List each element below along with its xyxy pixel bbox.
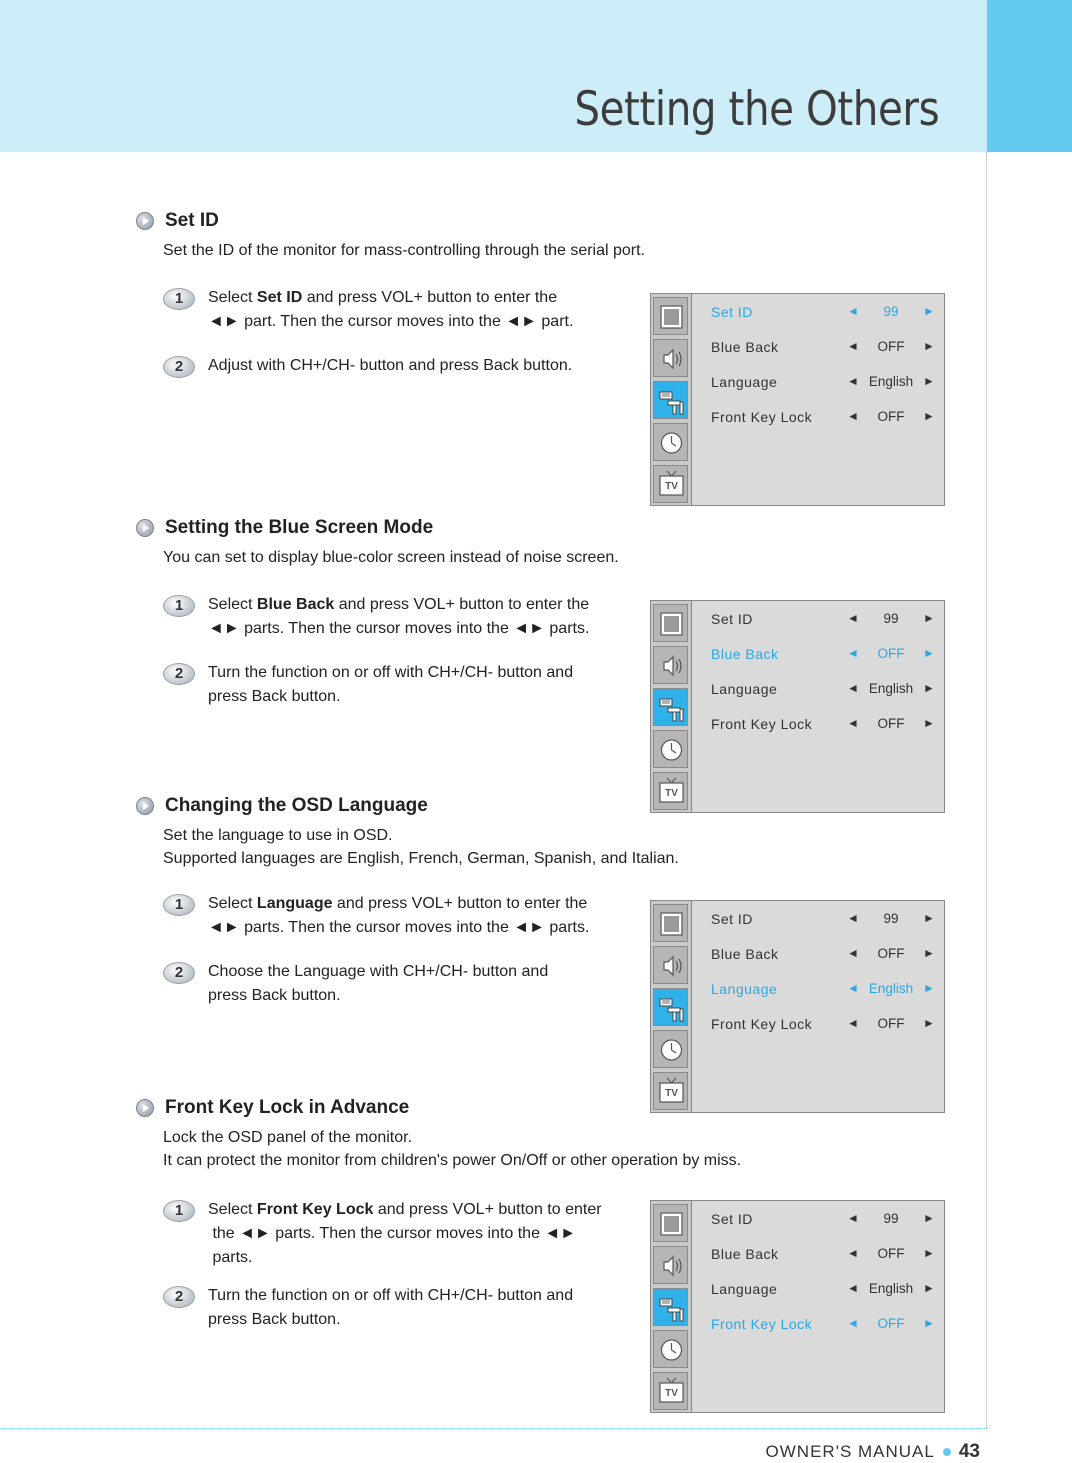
- osd-menu-row: [711, 1246, 936, 1266]
- osd-row-value: 99: [883, 611, 899, 626]
- step-text: [208, 661, 608, 709]
- step-text-run: Select: [208, 1201, 257, 1218]
- tv-icon-label: TV: [665, 1388, 678, 1399]
- osd-menu-screenshot: [650, 600, 945, 813]
- step-text-run: press Back button.: [208, 1311, 341, 1328]
- page-number: 43: [958, 1441, 980, 1462]
- osd-menu-screenshot: [650, 293, 945, 506]
- menu-item-name: Blue Back: [256, 596, 335, 613]
- left-arrow-icon: ◄: [847, 409, 860, 423]
- step-line: [208, 286, 608, 310]
- left-arrow-icon: ◄: [847, 339, 860, 353]
- step-text-run: parts.: [208, 1249, 253, 1266]
- osd-icon-bar: [651, 901, 692, 1112]
- right-arrow-icon: ►: [923, 911, 936, 925]
- osd-row-label: Blue Back: [711, 946, 779, 962]
- osd-menu-row: [711, 339, 936, 359]
- step-text: [208, 892, 608, 940]
- section-header: [136, 795, 428, 817]
- osd-row-label: Front Key Lock: [711, 716, 813, 732]
- section-title: Front Key Lock in Advance: [165, 1097, 410, 1118]
- osd-menu-row: [711, 716, 936, 736]
- step-line: [208, 984, 608, 1008]
- section-header: [136, 1097, 409, 1119]
- clock-icon: [653, 423, 688, 461]
- osd-row-label: Blue Back: [711, 339, 779, 355]
- left-arrow-icon: ◄: [847, 981, 860, 995]
- menu-item-name: Set ID: [256, 289, 303, 306]
- osd-row-value: OFF: [877, 716, 905, 731]
- picture-icon: [653, 1204, 688, 1242]
- right-divider: [986, 152, 987, 1428]
- osd-menu-row: [711, 1211, 936, 1231]
- osd-row-label: Front Key Lock: [711, 1316, 813, 1332]
- step-text: [208, 354, 608, 378]
- osd-row-label: Language: [711, 681, 778, 697]
- osd-row-value: OFF: [877, 1016, 905, 1031]
- step-number-badge: 1: [163, 288, 195, 310]
- right-arrow-icon: ►: [923, 1246, 936, 1260]
- step-line: [208, 617, 608, 641]
- left-arrow-icon: ◄: [847, 646, 860, 660]
- step-text-run: and press VOL+ button to enter the: [302, 289, 558, 306]
- section-description: [163, 239, 645, 262]
- step-text-run: Choose the Language with CH+/CH- button and: [208, 963, 549, 980]
- osd-row-value: English: [868, 1281, 914, 1296]
- tv-icon: [653, 1072, 688, 1110]
- osd-icon-bar: [651, 1201, 692, 1412]
- osd-menu-row: [711, 611, 936, 631]
- step-text-run: ◄► parts. Then the cursor moves into the ◄► parts.: [208, 620, 590, 637]
- setup-tools-icon: [653, 688, 688, 726]
- step-text-run: and press VOL+ button to enter the: [334, 596, 590, 613]
- osd-row-label: Front Key Lock: [711, 409, 813, 425]
- osd-menu-row: [711, 304, 936, 324]
- header-tab: [987, 0, 1072, 152]
- osd-row-value: OFF: [877, 409, 905, 424]
- step-number-badge: 2: [163, 356, 195, 378]
- osd-row-label: Set ID: [711, 911, 753, 927]
- osd-row-label: Set ID: [711, 611, 753, 627]
- clock-icon: [653, 1330, 688, 1368]
- left-arrow-icon: ◄: [847, 611, 860, 625]
- footer: [766, 1441, 980, 1463]
- tv-icon: [653, 1372, 688, 1410]
- left-arrow-icon: ◄: [847, 1281, 860, 1295]
- section-bullet-icon: [136, 797, 154, 815]
- step-text-run: Select: [208, 895, 257, 912]
- menu-item-name: Language: [256, 895, 333, 912]
- left-arrow-icon: ◄: [847, 1016, 860, 1030]
- step-line: [208, 310, 608, 334]
- osd-icon-bar: [651, 294, 692, 505]
- sound-icon: [653, 1246, 688, 1284]
- osd-row-label: Front Key Lock: [711, 1016, 813, 1032]
- step-text: [208, 1198, 608, 1270]
- right-arrow-icon: ►: [923, 304, 936, 318]
- step-text-run: Adjust with CH+/CH- button and press Back button.: [208, 357, 573, 374]
- step-text-run: press Back button.: [208, 688, 341, 705]
- description-line: Lock the OSD panel of the monitor.: [163, 1129, 413, 1146]
- osd-row-value: English: [868, 374, 914, 389]
- osd-row-label: Set ID: [711, 1211, 753, 1227]
- osd-menu-row: [711, 1281, 936, 1301]
- picture-icon: [653, 297, 688, 335]
- right-arrow-icon: ►: [923, 1316, 936, 1330]
- osd-row-label: Blue Back: [711, 1246, 779, 1262]
- right-arrow-icon: ►: [923, 946, 936, 960]
- section-bullet-icon: [136, 212, 154, 230]
- section-title: Setting the Blue Screen Mode: [165, 517, 434, 538]
- left-arrow-icon: ◄: [847, 304, 860, 318]
- picture-icon: [653, 604, 688, 642]
- step-line: [208, 1246, 608, 1270]
- step-number-badge: 1: [163, 1200, 195, 1222]
- description-line: Set the ID of the monitor for mass-controlling through the serial port.: [163, 242, 646, 259]
- right-arrow-icon: ►: [923, 1281, 936, 1295]
- osd-icon-bar: [651, 601, 692, 812]
- osd-row-value: OFF: [877, 646, 905, 661]
- bottom-divider: [0, 1428, 987, 1429]
- osd-menu-row: [711, 646, 936, 666]
- right-arrow-icon: ►: [923, 339, 936, 353]
- step-number-badge: 1: [163, 595, 195, 617]
- step-text-run: the ◄► parts. Then the cursor moves into the ◄►: [208, 1225, 577, 1242]
- osd-menu-row: [711, 374, 936, 394]
- menu-item-name: Front Key Lock: [256, 1201, 374, 1218]
- osd-menu-row: [711, 1016, 936, 1036]
- osd-menu-row: [711, 1316, 936, 1336]
- tv-icon-label: TV: [665, 1088, 678, 1099]
- right-arrow-icon: ►: [923, 611, 936, 625]
- tv-icon: [653, 465, 688, 503]
- step-line: [208, 892, 608, 916]
- step-text-run: press Back button.: [208, 987, 341, 1004]
- sound-icon: [653, 646, 688, 684]
- step-line: [208, 593, 608, 617]
- left-arrow-icon: ◄: [847, 374, 860, 388]
- left-arrow-icon: ◄: [847, 946, 860, 960]
- right-arrow-icon: ►: [923, 716, 936, 730]
- page-title: Setting the Others: [574, 82, 939, 137]
- left-arrow-icon: ◄: [847, 716, 860, 730]
- step-number-badge: 2: [163, 663, 195, 685]
- setup-tools-icon: [653, 988, 688, 1026]
- section-description: [163, 546, 619, 569]
- osd-row-label: Language: [711, 1281, 778, 1297]
- osd-row-value: OFF: [877, 339, 905, 354]
- osd-row-value: 99: [883, 911, 899, 926]
- osd-row-value: 99: [883, 304, 899, 319]
- osd-menu-row: [711, 409, 936, 429]
- footer-label: OWNER'S MANUAL: [765, 1442, 935, 1461]
- section-bullet-icon: [136, 519, 154, 537]
- step-number-badge: 2: [163, 962, 195, 984]
- step-text-run: Select: [208, 289, 257, 306]
- clock-icon: [653, 730, 688, 768]
- step-line: [208, 1284, 608, 1308]
- tv-icon-label: TV: [665, 481, 678, 492]
- right-arrow-icon: ►: [923, 981, 936, 995]
- step-text: [208, 960, 608, 1008]
- sound-icon: [653, 339, 688, 377]
- osd-row-label: Language: [711, 374, 778, 390]
- left-arrow-icon: ◄: [847, 1211, 860, 1225]
- description-line: Set the language to use in OSD.: [163, 827, 393, 844]
- osd-row-value: English: [868, 681, 914, 696]
- left-arrow-icon: ◄: [847, 911, 860, 925]
- section-description: [163, 824, 679, 870]
- step-line: [208, 1222, 608, 1246]
- osd-row-value: OFF: [877, 1316, 905, 1331]
- section-bullet-icon: [136, 1099, 154, 1117]
- right-arrow-icon: ►: [923, 646, 936, 660]
- step-text-run: ◄► part. Then the cursor moves into the ◄► part.: [208, 313, 574, 330]
- osd-menu-row: [711, 981, 936, 1001]
- osd-row-value: OFF: [877, 946, 905, 961]
- bullet-dot-icon: [943, 1448, 951, 1456]
- osd-row-label: Set ID: [711, 304, 753, 320]
- setup-tools-icon: [653, 381, 688, 419]
- section-title: Set ID: [165, 210, 219, 231]
- step-text: [208, 1284, 608, 1332]
- step-text-run: Select: [208, 596, 257, 613]
- section-description: [163, 1126, 741, 1172]
- section-header: [136, 210, 219, 232]
- step-line: [208, 661, 608, 685]
- section-header: [136, 517, 433, 539]
- left-arrow-icon: ◄: [847, 681, 860, 695]
- osd-menu-screenshot: [650, 900, 945, 1113]
- step-text: [208, 286, 608, 334]
- description-line: Supported languages are English, French, German, Spanish, and Italian.: [163, 850, 679, 867]
- osd-row-value: OFF: [877, 1246, 905, 1261]
- step-line: [208, 1308, 608, 1332]
- step-line: [208, 916, 608, 940]
- right-arrow-icon: ►: [923, 1016, 936, 1030]
- left-arrow-icon: ◄: [847, 1246, 860, 1260]
- osd-menu-row: [711, 946, 936, 966]
- step-line: [208, 1198, 608, 1222]
- setup-tools-icon: [653, 1288, 688, 1326]
- tv-icon-label: TV: [665, 788, 678, 799]
- right-arrow-icon: ►: [923, 681, 936, 695]
- step-text-run: and press VOL+ button to enter the: [332, 895, 588, 912]
- step-text-run: and press VOL+ button to enter: [373, 1201, 602, 1218]
- step-text-run: Turn the function on or off with CH+/CH- button and: [208, 664, 574, 681]
- osd-row-value: English: [868, 981, 914, 996]
- right-arrow-icon: ►: [923, 1211, 936, 1225]
- right-arrow-icon: ►: [923, 374, 936, 388]
- step-number-badge: 1: [163, 894, 195, 916]
- description-line: It can protect the monitor from children's power On/Off or other operation by miss.: [163, 1152, 742, 1169]
- sound-icon: [653, 946, 688, 984]
- step-number-badge: 2: [163, 1286, 195, 1308]
- step-line: [208, 960, 608, 984]
- osd-row-value: 99: [883, 1211, 899, 1226]
- right-arrow-icon: ►: [923, 409, 936, 423]
- clock-icon: [653, 1030, 688, 1068]
- left-arrow-icon: ◄: [847, 1316, 860, 1330]
- osd-row-label: Blue Back: [711, 646, 779, 662]
- tv-icon: [653, 772, 688, 810]
- osd-row-label: Language: [711, 981, 778, 997]
- osd-menu-row: [711, 681, 936, 701]
- step-text-run: Turn the function on or off with CH+/CH- button and: [208, 1287, 574, 1304]
- section-title: Changing the OSD Language: [165, 795, 428, 816]
- description-line: You can set to display blue-color screen instead of noise screen.: [163, 549, 619, 566]
- osd-menu-row: [711, 911, 936, 931]
- step-text: [208, 593, 608, 641]
- picture-icon: [653, 904, 688, 942]
- step-text-run: ◄► parts. Then the cursor moves into the ◄► parts.: [208, 919, 590, 936]
- osd-menu-screenshot: [650, 1200, 945, 1413]
- step-line: [208, 354, 608, 378]
- step-line: [208, 685, 608, 709]
